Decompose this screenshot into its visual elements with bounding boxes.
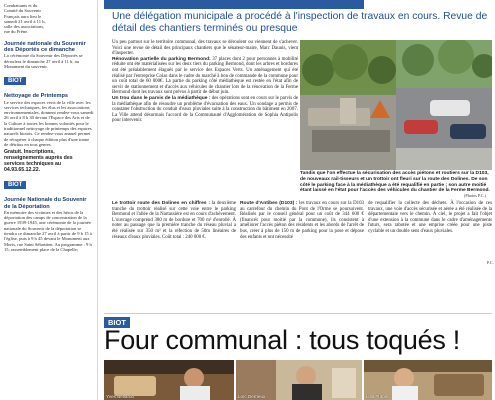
- section-text-parvis: des opérations sont en cours sur le parvis de la médiathèque afin de résoudre un problème d'évacuation des eaux. Un sondage a permis de constater l'obstruction du conduit d'eaux pluviales suite à la construction du bâtiment en 2007. La Ville attend désormais l'accord de la Communauté d'Agglomération de Sophia Antipolis pour intervenir.: [112, 95, 298, 124]
- parking-photo-illustration: [300, 40, 492, 170]
- photo-caption: Tandis que l'on effectue la sécurisation des accès piétons et routiers sur la D103, de nouveaux rail-tisseurs et un trottoir ont fleuri sur la route des Dolines. De son côté le parking face à la médiathèque a été requalifié en partie ; son autre moitié étant laissé en l'état pour l'accès des véhicules du chantier de la Ferme Bermond.: [300, 171, 490, 194]
- sidebar-intro-line: Français aura lieu le: [4, 13, 42, 19]
- section-text-parking: 37 places dont 2 pour personnes à mobilité réduite ont été matérialisées sur les deux tiers du parking Bermond, dont les arbres et bordures ont été préalablement élagués par le service des Espaces Verts. Un aménagement qui été réalisé par l'entreprise Colas dans le cadre du marché à bon de commande de la commune pour un coût total de 60 000€. La partie du parking côté médiathèque est restée en l'état afin de servir de stationnement et d'accès aux véhicules de chantier lors de la rénovation de la Ferme Bermond dont les travaux sont prévus à partir de début juin.: [112, 56, 298, 96]
- sidebar-intro-line: rue du Frêne.: [4, 29, 29, 35]
- sidebar-biot-tag-2: BIOT: [4, 181, 26, 189]
- photo-name-lisa: Lisa Turpin: [366, 394, 389, 399]
- section-title-parking: Rénovation partielle du parking Bermond:: [112, 56, 211, 62]
- four-communal-section: [104, 313, 492, 400]
- photo-strip: [104, 360, 492, 400]
- sidebar-item2-title: Nettoyage de Printemps: [4, 93, 69, 100]
- section-biot-tag: BIOT: [104, 317, 130, 328]
- photo-loic: [236, 360, 362, 400]
- article-body: [112, 40, 298, 124]
- column-dolines-title: Le trottoir route des Dolines en chiffres :: [112, 201, 211, 206]
- section-headline: Four communal : tous toqués !: [104, 325, 460, 355]
- sidebar-item1-text: La cérémonie du Souvenir des Déportés se déroulera le dimanche 27 avril à 11 h, au Monument du souvenir.: [4, 53, 83, 69]
- article-text: [112, 40, 298, 124]
- photo-name-yves: Yves Bellardo: [106, 394, 135, 399]
- column-antibes: [240, 201, 364, 240]
- sidebar-item1-title: Journée nationale du Souvenir des Déportés ce dimanche: [4, 40, 86, 54]
- section-title-parvis: Un trou dans le parvis de la médiathèque :: [112, 95, 211, 101]
- sidebar-intro-line: Comité du Souvenir: [4, 8, 42, 14]
- column-dolines-text: la deuxième tranche du trottoir réalisé sur cette voie entre le parking Bermond et l'allée de la Nartassière est en cours d'achèvement. L'ouvrage comprend 380 m de bordure et 700 m² d'enrobé. À noter au passage que la première tranche du réseau pluvial a été réalisée sur 350 m² et la réfection de 50m linéaires de réseaux d'eaux pluviales. Coût total : 240 000 €.: [112, 201, 236, 240]
- column-dechets-text: de requalifier la collecte des déchets. À l'occasion de ces travaux, une voie d'accès sécurisée et aérée a été réalisée de la départementale vers le chemin. À ciel, le projet a fait l'objet d'une extension à la commune dans le cadre d'aménagements futurs, sera rabotée et une emprise créée pour une piste cyclable et un double sens d'eaux pluviales.: [368, 201, 492, 234]
- sidebar-item3-title: Journée Nationale du Souvenir de la Déportation: [4, 197, 87, 210]
- sidebar: [0, 0, 98, 400]
- header-band: [104, 0, 364, 9]
- sidebar-biot-tag: BIOT: [4, 77, 26, 85]
- sidebar-intro-line: samedi 21 avril à 11 h,: [4, 18, 46, 24]
- column-antibes-title: Route d'Antibes (D103) :: [240, 201, 298, 206]
- sidebar-item2-contact: Gratuit. Inscriptions, renseignements auprès des services techniques au 04.93.65.12.22.: [4, 149, 73, 174]
- photo-yves: [104, 360, 234, 400]
- column-antibes-text: les travaux en cours sur la D103 au carrefour du chemin du Pont de l'Orme se poursuivent. Réalisés par le conseil général pour un coût de 344 600 € (financés pour moitié par la commune), ils consistent à améliorer l'accès piéton des résidents et les abords de l'arrêt de bus, créer à plus de 150 m de parking pour la pose et dépose des enfants et ont nécessité: [240, 201, 364, 240]
- sidebar-item3-text: En mémoire des victimes et des héros de la déportation des camps de concentration de la guerre 1939-1945, une cérémonie de la journée nationale du Souvenir de la déportation se tiendra ce dimanche 27 avril à partir de 9 h 15 à l'église, puis à 9 h 45 devant le Monument aux Morts, rue Saint Sébastien. Au programme : 9 h 15, rassemblement place de la Chapelle;: [4, 209, 92, 252]
- sidebar-item2-text: Le service des espaces verts de la ville avec les services techniques, les élus et les associations environnementales, donnent rendez-vous samedi 26 avril à 8 h 30 devant l'Espace des Arts et de la Culture à toutes les bonnes volontés pour le traditionnel nettoyage de printemps des espaces naturels biotois. Ce rendez-vous annuel permet de récupérer à chaque édition plus d'une tonne de détritus en tous genres.: [4, 99, 94, 147]
- sidebar-intro-line: Combattants et du: [4, 3, 38, 8]
- sidebar-intro-line: salle des associations,: [4, 24, 45, 30]
- photo-lisa: [364, 360, 492, 400]
- article-lead: Un peu partout sur le territoire communal, des travaux se déroulent ou viennent de s'achever. Voici une revue de détail des principaux chantiers que le sénateur-maire, Marc Daunis, vient d'inspecter.: [112, 40, 298, 57]
- column-dechets: [368, 201, 492, 235]
- photo-name-loic: Loïc Derrieux: [238, 394, 266, 399]
- author-initials: P.C.: [487, 260, 494, 265]
- article-subtitle: Une délégation municipale a procédé à l'inspection de travaux en cours. Revue de détail des chantiers terminés ou presque: [112, 11, 488, 34]
- sidebar-intro: [4, 3, 94, 35]
- column-dolines: [112, 201, 236, 240]
- main-photo-parking: [300, 40, 492, 170]
- photo-credit: (Photos P.C.): [464, 193, 486, 198]
